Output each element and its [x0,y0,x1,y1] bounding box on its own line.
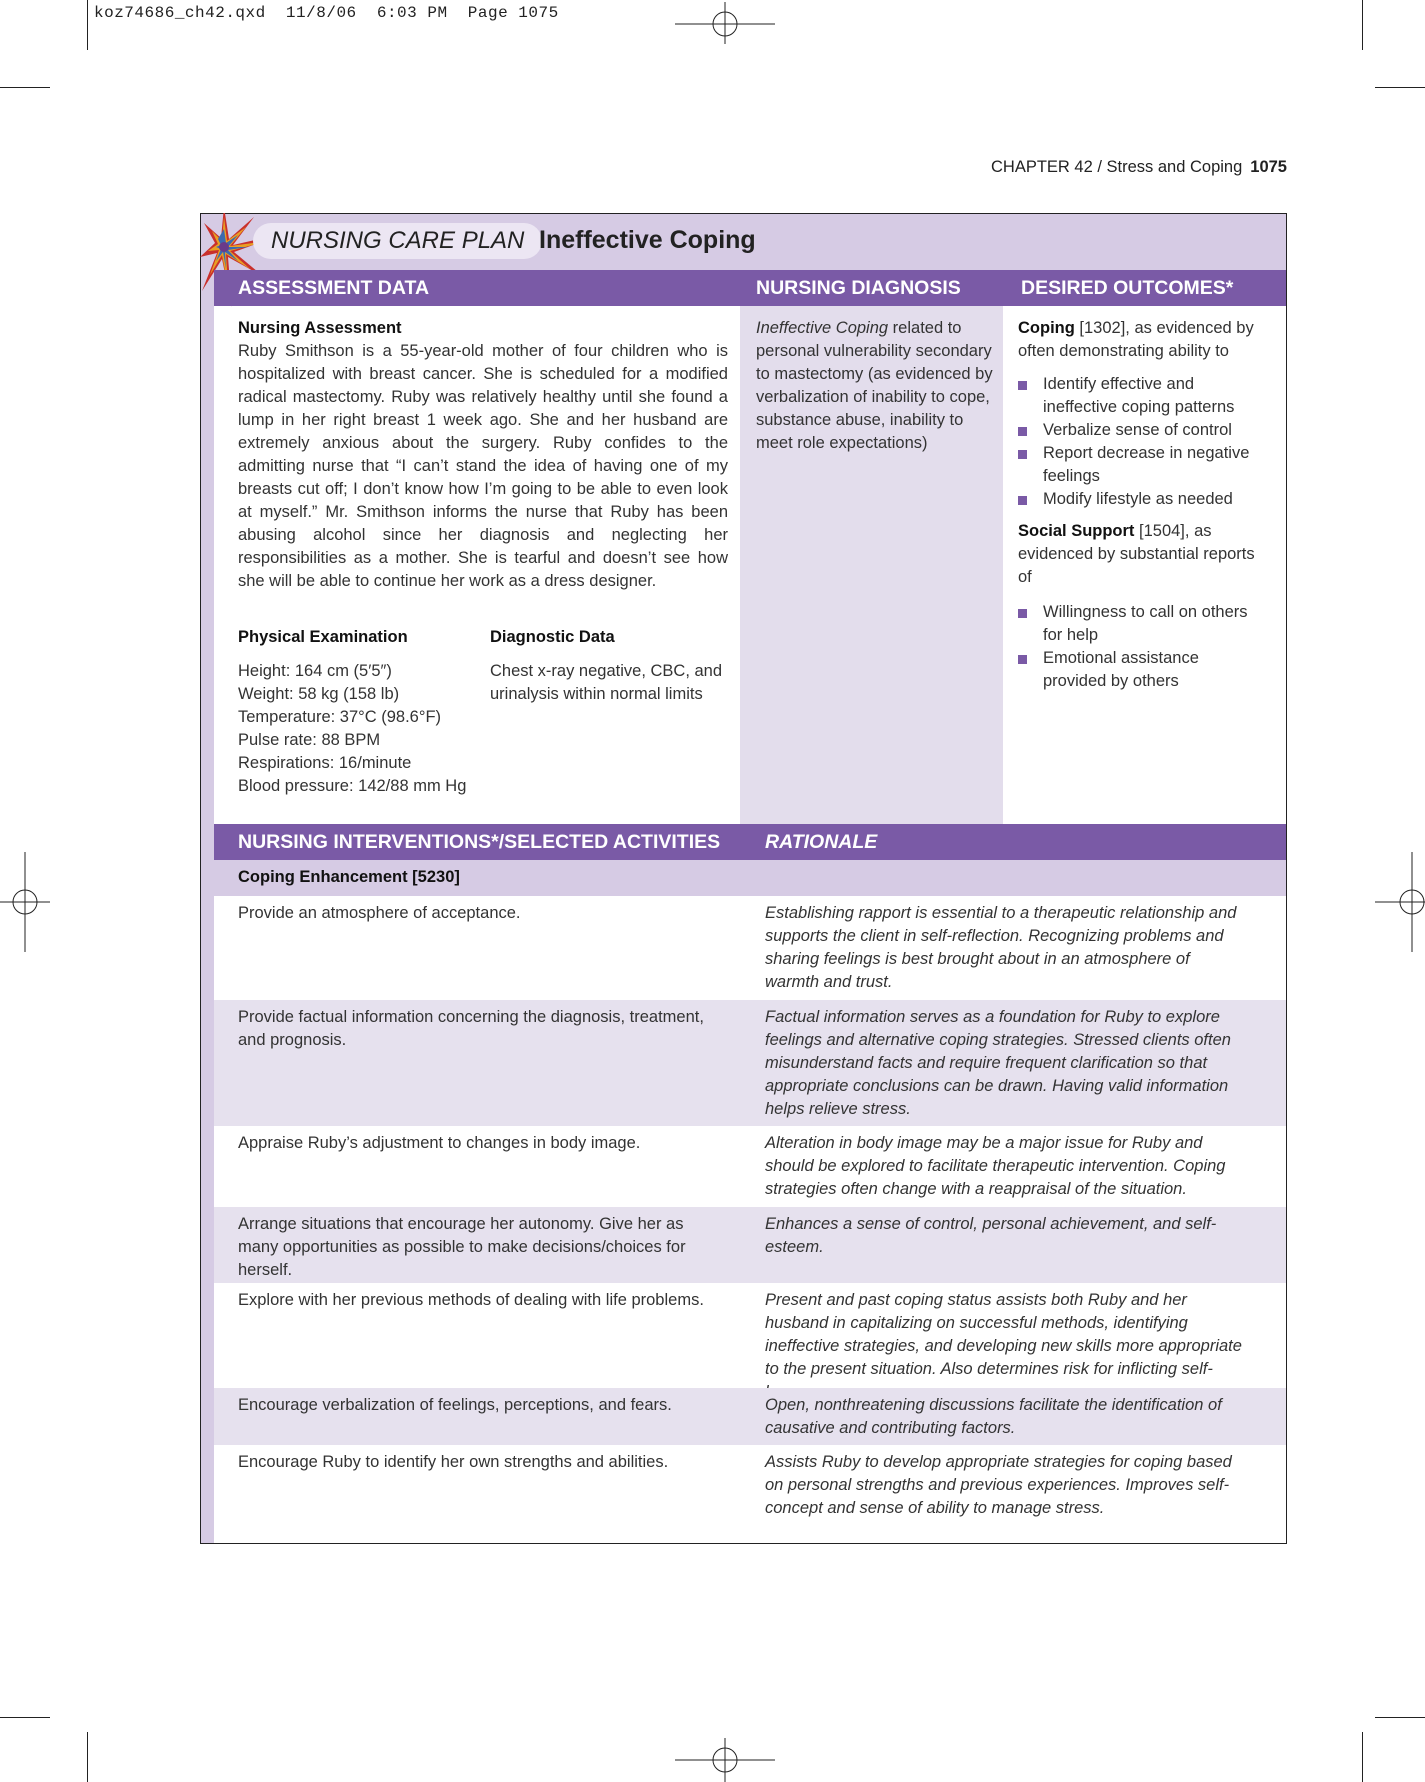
list-item: Identify effective and ineffective coping patterns [1018,373,1258,419]
social-support-label: Social Support [1018,522,1135,540]
table-row [214,1126,1286,1207]
desired-outcomes [1018,317,1258,701]
coping-outcome-label: Coping [1018,319,1075,337]
coping-outcome-text: [1302], as evidenced by often demonstrating ability to [1018,319,1254,360]
list-item: Willingness to call on others for help [1018,601,1258,647]
plan-title-bar [201,214,1286,270]
assessment-header: ASSESSMENT DATA [238,277,430,299]
social-support-list [1018,601,1258,693]
table-row [214,1388,1286,1445]
rationale-text: Establishing rapport is essential to a therapeutic relationship and supports the client in self-reflection. Recognizing problems and sharing feelings is best brought about in an atmosphere of warmth and trust. [765,904,1237,991]
nursing-diagnosis [756,317,996,455]
plan-title: Ineffective Coping [539,226,756,254]
nursing-assessment [238,317,728,593]
chapter-title: CHAPTER 42 / Stress and Coping [991,158,1243,176]
diagnosis-text: related to personal vulnerability secondary to mastectomy (as evidenced by verbalization of inability to cope, substance abuse, inability to meet role expectations) [756,319,993,452]
physical-item: Blood pressure: 142/88 mm Hg [238,777,467,795]
social-support-text: [1504], as evidenced by substantial reports of [1018,522,1255,586]
coping-enhancement-subheading: Coping Enhancement [5230] [238,868,460,886]
physical-item: Temperature: 37°C (98.6°F) [238,708,442,726]
rationale-text: Factual information serves as a foundation for Ruby to explore feelings and alternative coping strategies. Stressed clients often misunderstand facts and require frequent clarification so that appropriate conclusions can be drawn. Having valid information helps relieve stress. [765,1008,1231,1118]
diagnostic-data-heading: Diagnostic Data [490,628,615,646]
rationale-header: RATIONALE [765,831,878,853]
physical-examination [238,626,488,798]
table-row [214,1445,1286,1543]
table-row [214,896,1286,1000]
crop-mark [1375,87,1425,88]
left-accent-strip [201,214,214,1543]
diagnosis-term: Ineffective Coping [756,319,889,337]
rationale-text: Alteration in body image may be a major issue for Ruby and should be explored to facilitate therapeutic intervention. Coping strategies often change with a reappraisal of the situation. [765,1134,1226,1198]
rationale-text: Present and past coping status assists both Ruby and her husband in capitalizing on successful methods, identifying ineffective strategies, and developing new skills more appropriate to the present situation. Also determines risk for inflicting self- [765,1291,1242,1378]
list-item: Emotional assistance provided by others [1018,647,1258,693]
nursing-assessment-heading: Nursing Assessment [238,319,402,337]
intervention-text: Explore with her previous methods of dealing with life problems. [238,1291,704,1309]
crop-mark [0,87,50,88]
physical-item: Respirations: 16/minute [238,754,412,772]
registration-mark-icon [675,1738,775,1782]
physical-item: Pulse rate: 88 BPM [238,731,381,749]
table-row [214,1000,1286,1126]
plan-label-pill: NURSING CARE PLAN [253,223,542,259]
crop-mark [1375,1717,1425,1718]
rationale-text: Open, nonthreatening discussions facilitate the identification of causative and contributing factors. [765,1396,1222,1437]
list-item: Modify lifestyle as needed [1018,488,1258,511]
diagnostic-data-text: Chest x-ray negative, CBC, and urinalysis within normal limits [490,662,723,703]
physical-examination-heading: Physical Examination [238,628,408,646]
coping-outcome-list [1018,373,1258,511]
registration-mark-icon [0,852,50,952]
table-row [214,1283,1286,1388]
crop-mark [87,0,88,50]
physical-item: Height: 164 cm (5′5″) [238,662,392,680]
diagnosis-header: NURSING DIAGNOSIS [756,277,961,299]
intervention-text: Provide factual information concerning the diagnosis, treatment, and prognosis. [238,1008,704,1049]
rationale-text: Enhances a sense of control, personal achievement, and self-esteem. [765,1215,1217,1256]
outcomes-header: DESIRED OUTCOMES* [1021,277,1234,299]
print-slug: koz74686_ch42.qxd 11/8/06 6:03 PM Page 1075 [94,4,559,22]
coping-enhancement-subheading-bar [214,860,1286,896]
intervention-text: Arrange situations that encourage her autonomy. Give her as many opportunities as possible to make decisions/choices for herself. [238,1215,686,1279]
registration-mark-icon [1375,852,1425,952]
crop-mark [1362,1732,1363,1782]
table-row [214,1207,1286,1283]
assessment-header-bar [214,270,1286,306]
list-item: Verbalize sense of control [1018,419,1258,442]
interventions-header-bar [214,824,1286,860]
intervention-text: Encourage Ruby to identify her own strengths and abilities. [238,1453,669,1471]
running-head [991,158,1287,177]
registration-mark-icon [675,0,775,44]
crop-mark [0,1717,50,1718]
crop-mark [87,1732,88,1782]
physical-item: Weight: 58 kg (158 lb) [238,685,400,703]
list-item: Report decrease in negative feelings [1018,442,1258,488]
page-number: 1075 [1250,158,1287,176]
crop-mark [1362,0,1363,50]
interventions-header: NURSING INTERVENTIONS*/SELECTED ACTIVITIES [238,831,721,853]
nursing-care-plan [200,213,1287,1544]
intervention-text: Provide an atmosphere of acceptance. [238,904,521,922]
nursing-assessment-text: Ruby Smithson is a 55-year-old mother of four children who is hospitalized with breast cancer. She is scheduled for a modified radical mastectomy. Ruby was relatively healthy until she found a lump in her right breast 1 week ago. She and her husband are extremely anxious about the surgery. Ruby confides to the admitting nurse that “I can’t stand the idea of having one of my breasts cut off; I don’t know how I’m going to be able to even look at myself.” Mr. Smithson informs the nurse that Ruby has been abusing alcohol since her diagnosis and neglecting her responsibilities as a mother. She is tearful and doesn’t see how she will be able to continue her work as a dress designer. [238,342,728,590]
rationale-text: Assists Ruby to develop appropriate strategies for coping based on personal strengths and previous experiences. Improves self-concept and sense of ability to manage stress. [765,1453,1232,1517]
intervention-text: Encourage verbalization of feelings, perceptions, and fears. [238,1396,672,1414]
intervention-text: Appraise Ruby’s adjustment to changes in body image. [238,1134,641,1152]
diagnostic-data [490,626,730,706]
